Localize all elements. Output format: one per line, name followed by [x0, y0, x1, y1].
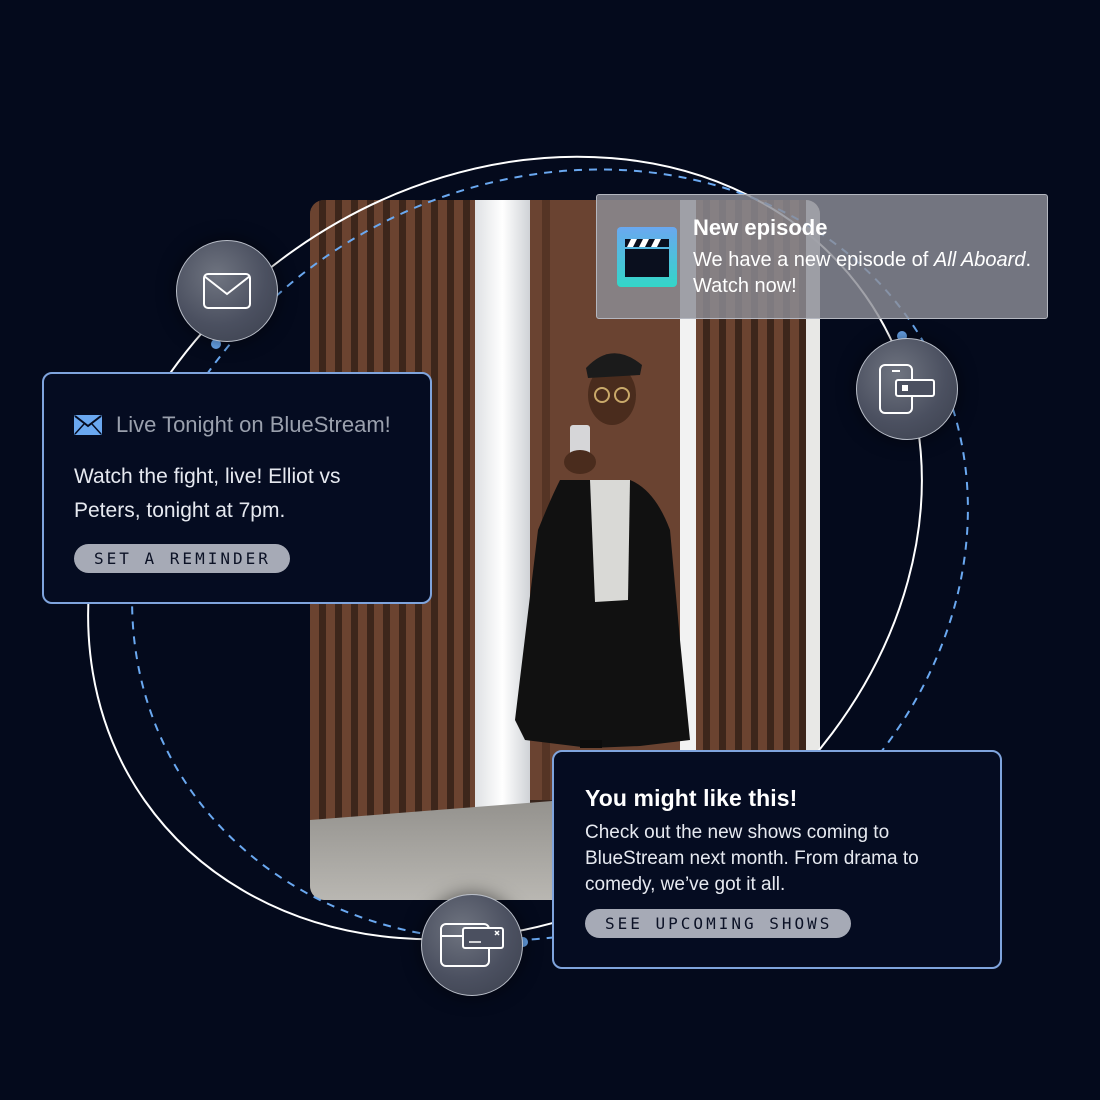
envelope-icon	[74, 415, 102, 435]
email-subject: Live Tonight on BlueStream!	[116, 412, 391, 437]
mobile-push-icon	[856, 338, 958, 440]
recommendation-body: Check out the new shows coming to BlueStream next month. From drama to comedy, we’ve got it all.	[585, 822, 919, 895]
push-notification-card[interactable]	[596, 194, 1048, 319]
recommendation-card	[552, 750, 1002, 969]
see-upcoming-shows-button[interactable]: SEE UPCOMING SHOWS	[585, 909, 851, 938]
episode-body-suffix: . Watch now!	[693, 249, 1032, 297]
email-body: Watch the fight, live! Elliot vs Peters, tonight at 7pm.	[74, 465, 341, 522]
mail-icon	[176, 240, 278, 342]
email-card-header	[74, 412, 391, 438]
episode-body-prefix: We have a new episode of	[693, 249, 934, 271]
recommendation-title: You might like this!	[585, 785, 798, 811]
email-notification-card	[42, 372, 432, 604]
clapperboard-icon	[617, 227, 677, 287]
show-name: All Aboard	[933, 249, 1026, 271]
set-reminder-button[interactable]: SET A REMINDER	[74, 544, 290, 573]
episode-body	[693, 247, 1043, 299]
episode-title: New episode	[693, 215, 828, 240]
in-app-message-icon	[421, 894, 523, 996]
